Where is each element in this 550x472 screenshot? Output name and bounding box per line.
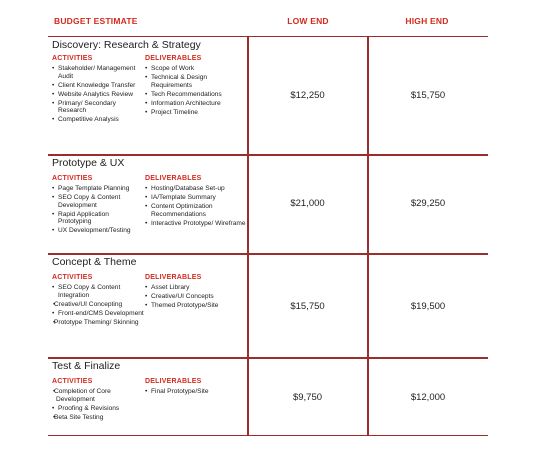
deliverable-item: • Hosting/Database Set-up: [145, 185, 247, 192]
deliverable-item: • Project Timeline: [145, 109, 247, 116]
activities-heading: ACTIVITIES: [52, 175, 93, 182]
activities-column: [52, 55, 144, 125]
deliverables-heading: DELIVERABLES: [145, 378, 202, 385]
activity-item: • Competitive Analysis: [52, 116, 144, 123]
high-end-price: $12,000: [410, 392, 446, 403]
budget-table: [48, 36, 488, 436]
deliverables-column: [145, 175, 247, 229]
activities-column: [52, 175, 144, 236]
activity-item: • Page Template Planning: [52, 185, 144, 192]
deliverable-item: • Final Prototype/Site: [145, 388, 247, 395]
low-end-price: $15,750: [290, 301, 325, 312]
deliverable-item: • Tech Recommendations: [145, 91, 247, 98]
section-discovery: [48, 37, 488, 154]
deliverable-item: • Asset Library: [145, 284, 247, 291]
activity-item: • SEO Copy & Content Integration: [52, 284, 144, 299]
activity-item: • Client Knowledge Transfer: [52, 82, 144, 89]
low-end-price: $9,750: [292, 392, 323, 403]
activity-item: • SEO Copy & Content Development: [52, 194, 144, 209]
activity-item: • Proofing & Revisions: [52, 405, 144, 412]
activity-item: • Beta Site Testing: [52, 414, 144, 421]
section-title: Discovery: Research & Strategy: [52, 39, 201, 51]
deliverable-item: • Information Architecture: [145, 100, 247, 107]
low-end-price: $12,250: [290, 90, 325, 101]
high-end-price: $15,750: [410, 90, 446, 101]
deliverables-heading: DELIVERABLES: [145, 274, 202, 281]
activity-item: • Creative/UI Concepting: [52, 301, 144, 308]
activities-column: [52, 378, 144, 423]
activity-item: • Rapid Application Prototyping: [52, 211, 144, 226]
section-concept-theme: [48, 254, 488, 357]
low-end-header: LOW END: [287, 16, 329, 26]
budget-estimate-header: BUDGET ESTIMATE: [54, 16, 138, 26]
activities-heading: ACTIVITIES: [52, 378, 93, 385]
deliverable-item: • Interactive Prototype/ Wireframe: [145, 220, 247, 227]
deliverable-item: • Scope of Work: [145, 65, 247, 72]
deliverable-item: • Content Optimization Recommendations: [145, 203, 247, 218]
activity-item: • Stakeholder/ Management Audit: [52, 65, 144, 80]
deliverable-item: • Technical & Design Requirements: [145, 74, 247, 89]
high-end-price: $29,250: [410, 198, 446, 209]
activity-item: • UX Development/Testing: [52, 227, 144, 234]
section-test-finalize: [48, 358, 488, 436]
deliverables-heading: DELIVERABLES: [145, 55, 202, 62]
deliverable-item: • Themed Prototype/Site: [145, 302, 247, 309]
deliverables-column: [145, 378, 247, 397]
deliverables-column: [145, 274, 247, 311]
activity-item: • Primary/ Secondary Research: [52, 100, 144, 115]
high-end-price: $19,500: [410, 301, 446, 312]
deliverable-item: • IA/Template Summary: [145, 194, 247, 201]
section-title: Test & Finalize: [52, 360, 121, 372]
activities-heading: ACTIVITIES: [52, 55, 93, 62]
deliverable-item: • Creative/UI Concepts: [145, 293, 247, 300]
activity-item: • Prototype Theming/ Skinning: [52, 319, 144, 326]
activities-column: [52, 274, 144, 328]
section-title: Concept & Theme: [52, 256, 137, 268]
deliverables-column: [145, 55, 247, 118]
activity-item: • Front-end/CMS Development: [52, 310, 144, 317]
deliverables-heading: DELIVERABLES: [145, 175, 202, 182]
low-end-price: $21,000: [290, 198, 325, 209]
section-title: Prototype & UX: [52, 157, 125, 169]
section-prototype-ux: [48, 155, 488, 253]
activities-heading: ACTIVITIES: [52, 274, 93, 281]
activity-item: • Completion of Core Development: [52, 388, 144, 403]
high-end-header: HIGH END: [405, 16, 449, 26]
activity-item: • Website Analytics Review: [52, 91, 144, 98]
